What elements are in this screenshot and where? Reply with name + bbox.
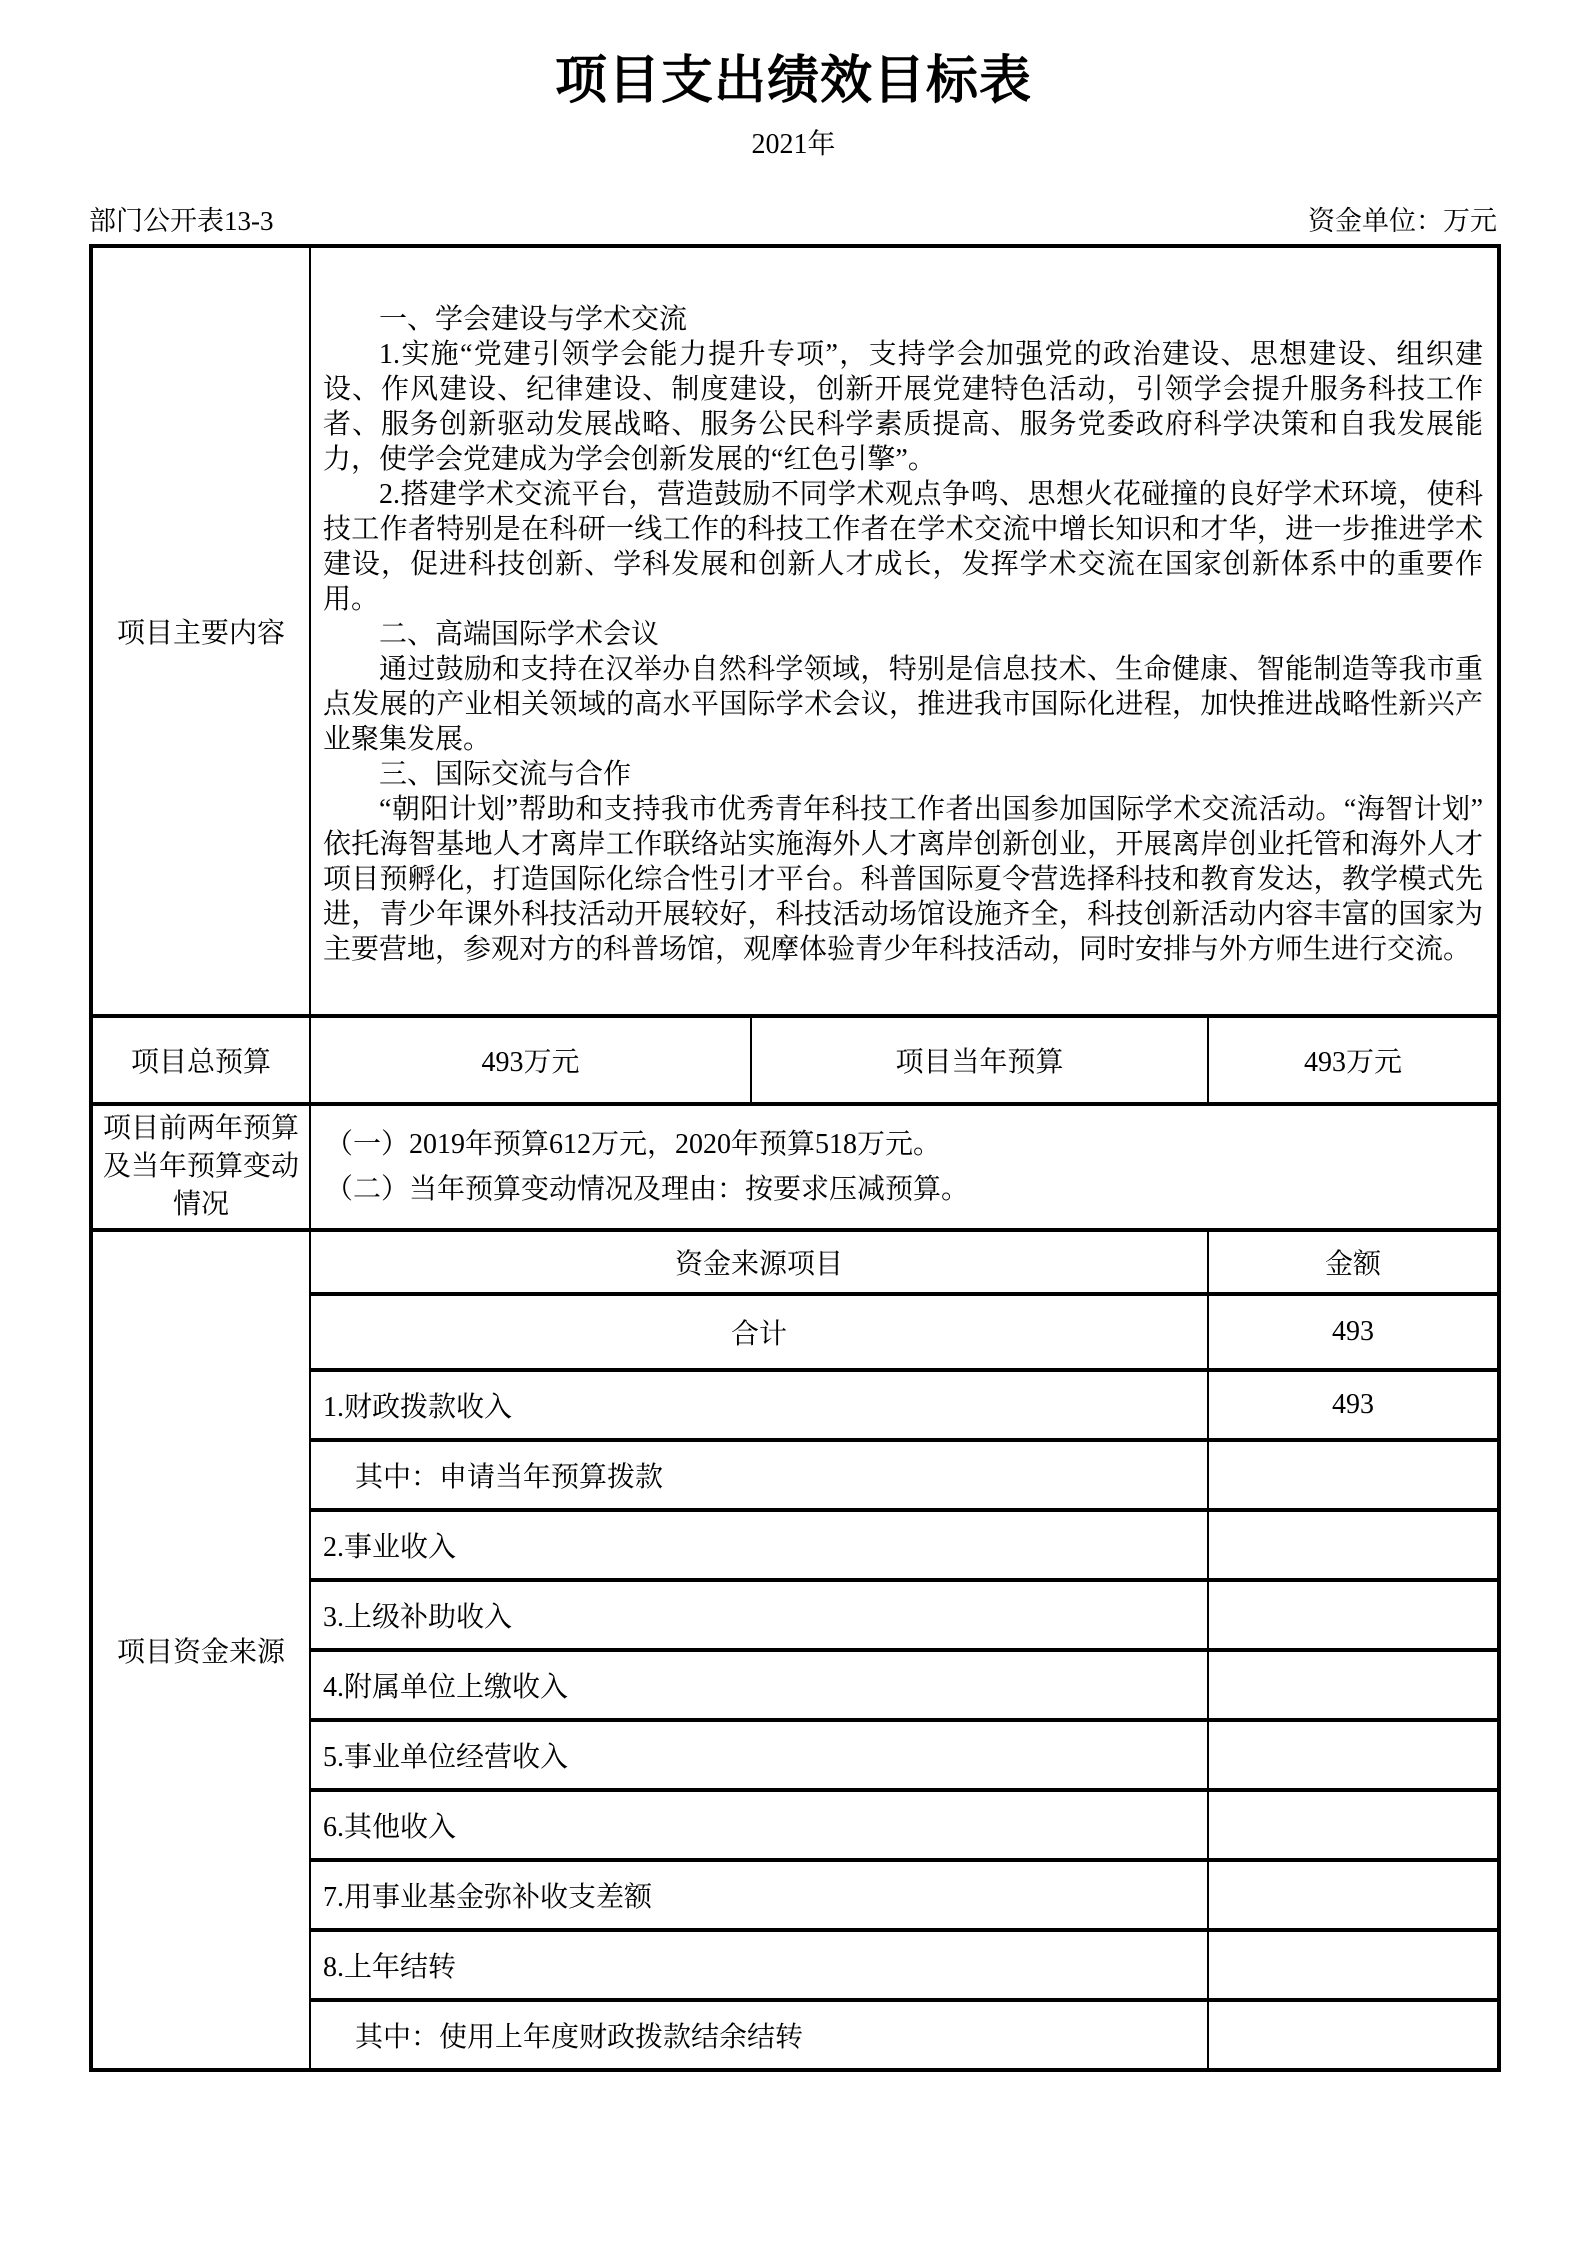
funding-header-row — [91, 1230, 1499, 1294]
funding-row-label: 项目资金来源 — [91, 1230, 310, 2070]
current-year-budget-value: 493万元 — [1208, 1016, 1499, 1104]
prior-budget-row-label — [91, 1104, 310, 1230]
funding-amount — [1208, 1510, 1499, 1580]
funding-item: 3.上级补助收入 — [310, 1580, 1208, 1650]
funding-amount-column-header: 金额 — [1208, 1230, 1499, 1294]
funding-item: 6.其他收入 — [310, 1790, 1208, 1860]
report-year: 2021年 — [751, 129, 836, 160]
table-code: 部门公开表13-3 — [89, 206, 274, 236]
funding-item: 2.事业收入 — [310, 1510, 1208, 1580]
currency-unit-label: 资金单位：万元 — [1308, 206, 1497, 236]
main-content-cell — [310, 246, 1499, 1016]
funding-amount — [1208, 1650, 1499, 1720]
funding-amount — [1208, 1790, 1499, 1860]
funding-item: 4.附属单位上缴收入 — [310, 1650, 1208, 1720]
table-row — [91, 1104, 1499, 1230]
funding-item: 合计 — [310, 1294, 1208, 1370]
content-paragraph: 1.实施“党建引领学会能力提升专项”，支持学会加强党的政治建设、思想建设、组织建设、作风建设、纪律建设、制度建设，创新开展党建特色活动，引领学会提升服务科技工作者、服务创新驱动发展战略、服务公民科学素质提高、服务党委政府科学决策和自我发展能力，使学会党建成为学会创新发展的“红色引擎”。 — [323, 338, 1484, 475]
prior-budget-label-line: 情况 — [172, 1189, 229, 1220]
table-meta-row — [89, 204, 1497, 238]
funding-item: 5.事业单位经营收入 — [310, 1720, 1208, 1790]
prior-budget-label-line: 项目前两年预算 — [102, 1113, 299, 1144]
funding-amount — [1208, 1440, 1499, 1510]
content-paragraph: 通过鼓励和支持在汉举办自然科学领域，特别是信息技术、生命健康、智能制造等我市重点发展的产业相关领域的高水平国际学术会议，推进我市国际化进程，加快推进战略性新兴产业聚集发展。 — [323, 653, 1484, 755]
funding-item: 其中：使用上年度财政拨款结余结转 — [310, 2000, 1208, 2070]
main-content-row-label: 项目主要内容 — [91, 246, 310, 1016]
content-paragraph: “朝阳计划”帮助和支持我市优秀青年科技工作者出国参加国际学术交流活动。“海智计划”依托海智基地人才离岸工作联络站实施海外人才离岸创新创业，开展离岸创业托管和海外人才项目预孵化，打造国际化综合性引才平台。科普国际夏令营选择科技和教育发达，教学模式先进，青少年课外科技活动开展较好，科技活动场馆设施齐全，科技创新活动内容丰富的国家为主要营地，参观对方的科普场馆，观摩体验青少年科技活动，同时安排与外方师生进行交流。 — [323, 793, 1484, 965]
prior-budget-content-cell — [310, 1104, 1499, 1230]
performance-target-table — [89, 244, 1501, 2072]
funding-amount — [1208, 1720, 1499, 1790]
funding-item: 7.用事业基金弥补收支差额 — [310, 1860, 1208, 1930]
total-budget-value: 493万元 — [310, 1016, 751, 1104]
funding-amount — [1208, 2000, 1499, 2070]
table-row — [91, 246, 1499, 1016]
prior-budget-line: （一）2019年预算612万元，2020年预算518万元。 — [325, 1129, 942, 1160]
prior-budget-line: （二）当年预算变动情况及理由：按要求压减预算。 — [325, 1174, 970, 1205]
page-title: 项目支出绩效目标表 — [554, 53, 1032, 110]
funding-amount — [1208, 1580, 1499, 1650]
funding-item: 8.上年结转 — [310, 1930, 1208, 2000]
funding-amount: 493 — [1208, 1294, 1499, 1370]
funding-amount — [1208, 1860, 1499, 1930]
funding-item: 其中：申请当年预算拨款 — [310, 1440, 1208, 1510]
funding-amount: 493 — [1208, 1370, 1499, 1440]
prior-budget-label-line: 及当年预算变动 — [102, 1151, 299, 1182]
funding-amount — [1208, 1930, 1499, 2000]
total-budget-label: 项目总预算 — [91, 1016, 310, 1104]
content-paragraph: 二、高端国际学术会议 — [379, 618, 660, 650]
content-paragraph: 2.搭建学术交流平台，营造鼓励不同学术观点争鸣、思想火花碰撞的良好学术环境，使科技工作者特别是在科研一线工作的科技工作者在学术交流中增长知识和才华，进一步推进学术建设，促进科技创新、学科发展和创新人才成长，发挥学术交流在国家创新体系中的重要作用。 — [323, 478, 1484, 615]
funding-item-column-header: 资金来源项目 — [310, 1230, 1208, 1294]
content-paragraph: 三、国际交流与合作 — [379, 758, 632, 790]
table-row — [91, 1016, 1499, 1104]
content-paragraph: 一、学会建设与学术交流 — [379, 303, 688, 335]
funding-item: 1.财政拨款收入 — [310, 1370, 1208, 1440]
current-year-budget-label: 项目当年预算 — [751, 1016, 1208, 1104]
